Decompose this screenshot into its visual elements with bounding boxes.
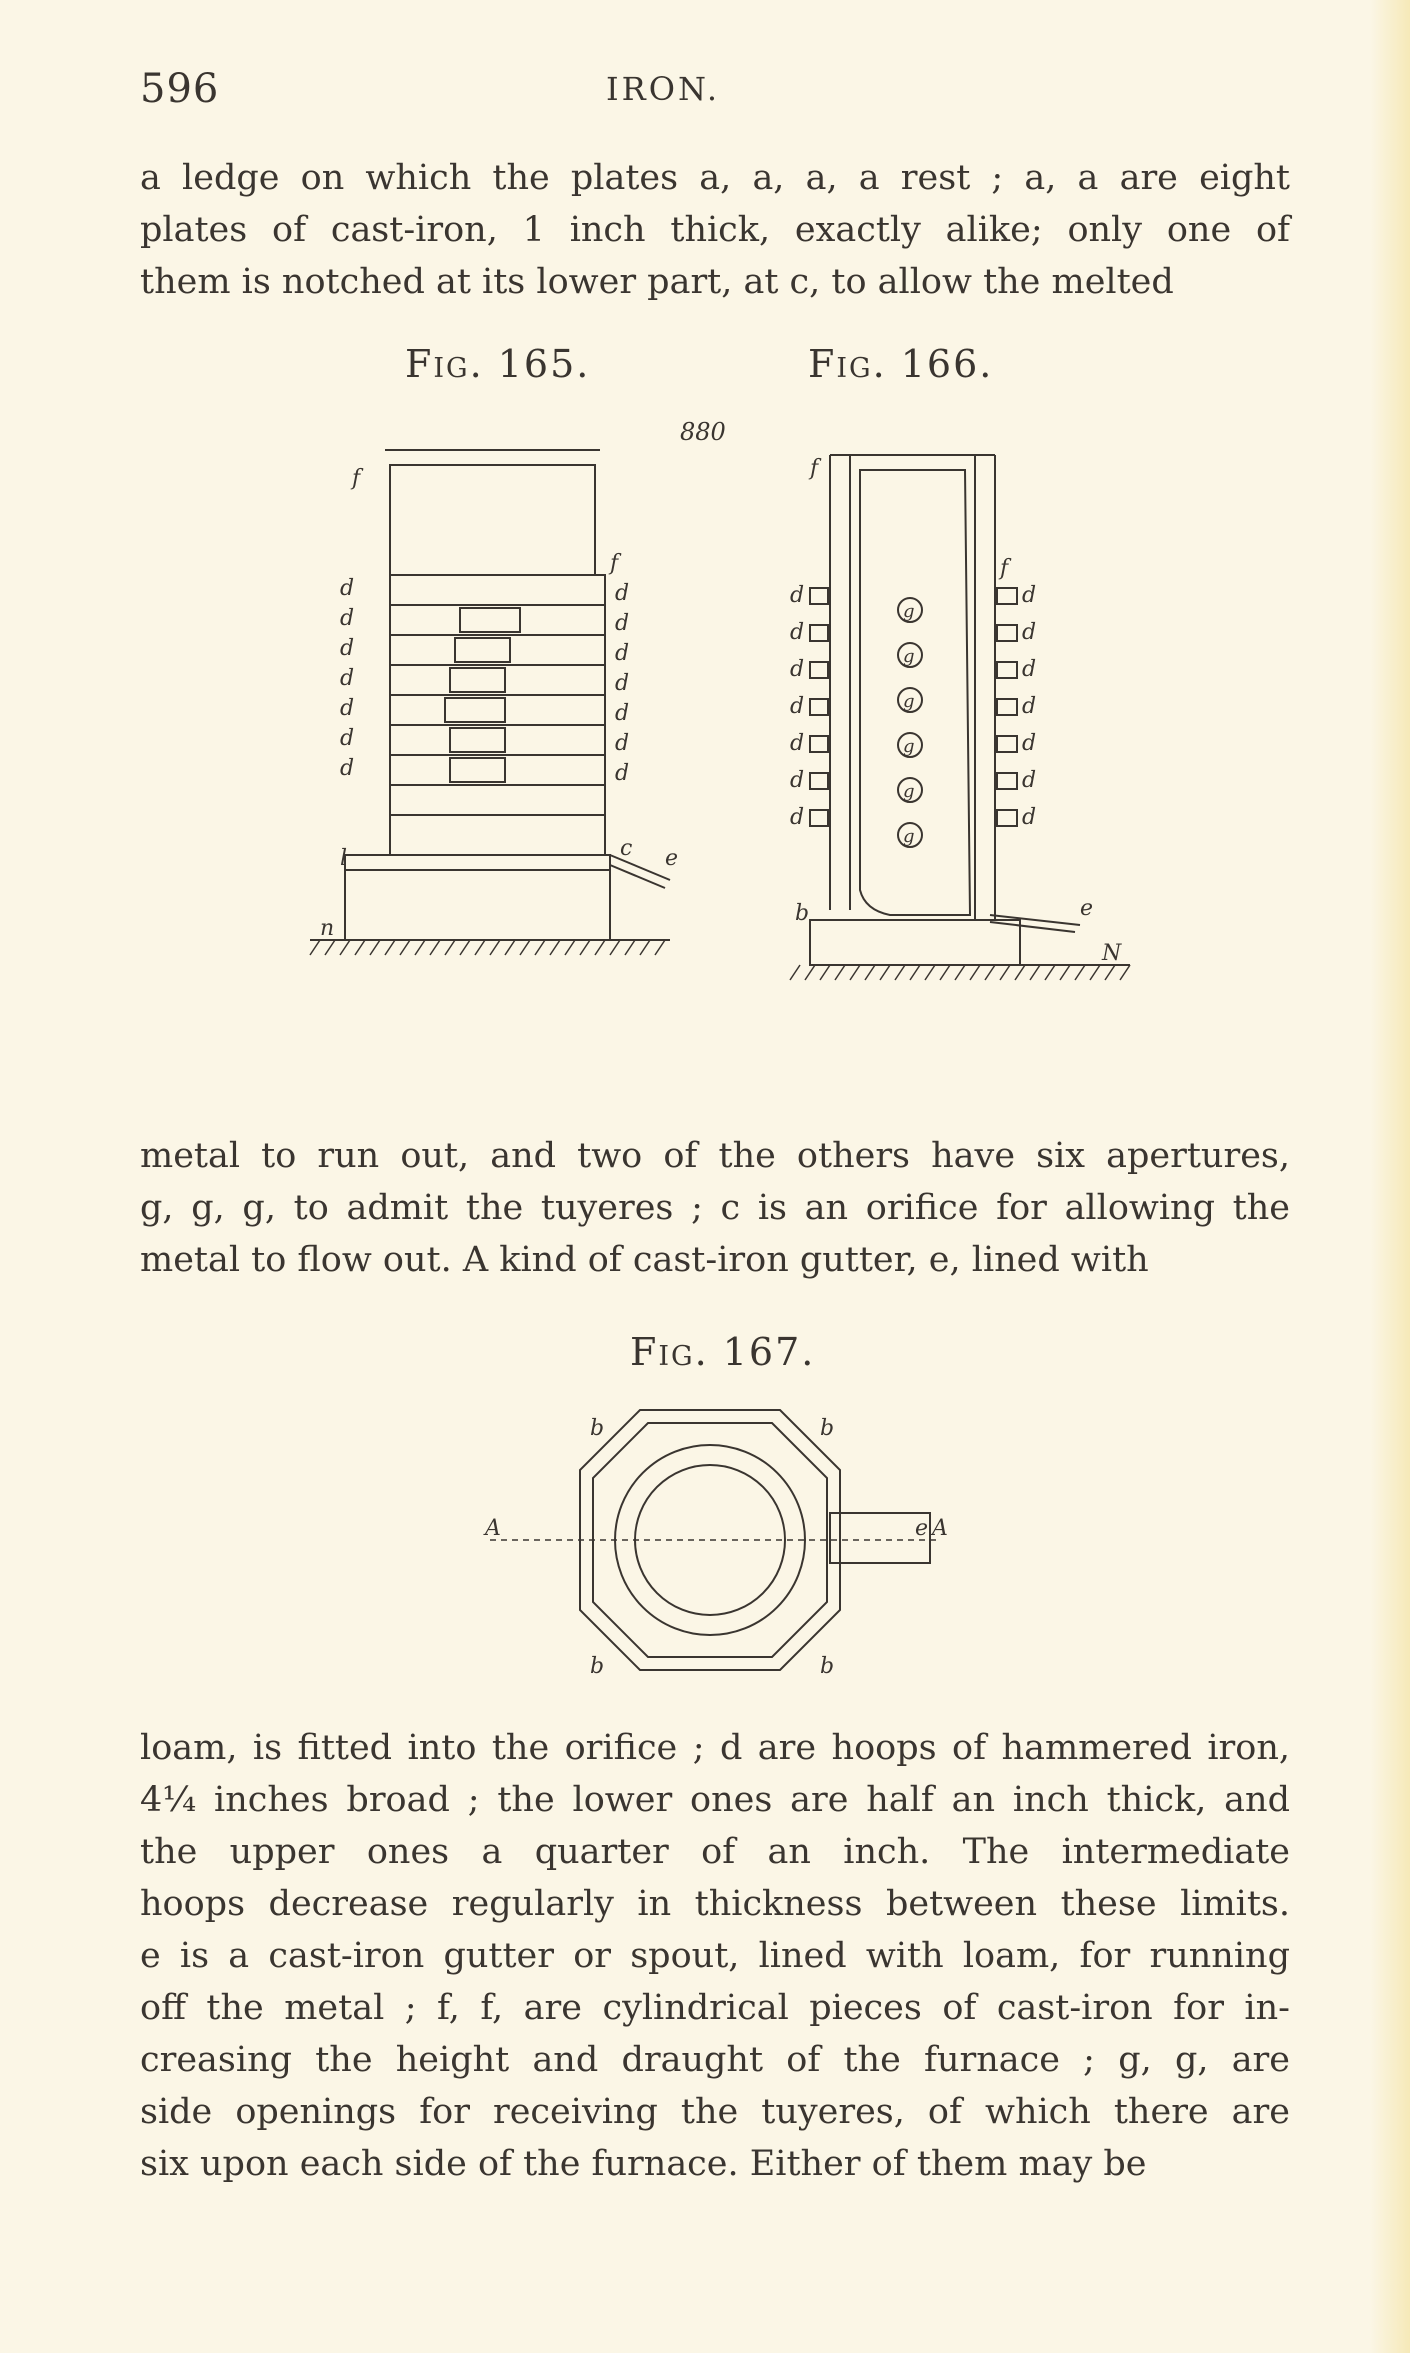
- text-line: plates of cast-iron, 1 inch thick, exactly alike; only one of: [140, 210, 1290, 250]
- text-line: metal to run out, and two of the others have six apertures,: [140, 1136, 1290, 1176]
- label-g: g: [903, 781, 915, 802]
- label-g: g: [903, 826, 915, 847]
- label-d: d: [615, 731, 630, 756]
- text-line: them is notched at its lower part, at c, to allow the melted: [140, 262, 1174, 302]
- label-d: d: [615, 611, 630, 636]
- text-line: loam, is fitted into the orifice ; d are hoops of hammered iron,: [140, 1728, 1290, 1768]
- label-d: d: [790, 768, 805, 793]
- running-title: IRON.: [606, 70, 721, 108]
- fig166-drawing: [790, 455, 1130, 980]
- text-line: a ledge on which the plates a, a, a, a rest ; a, a are eight: [140, 158, 1290, 198]
- label-d: d: [790, 583, 805, 608]
- text-line: g, g, g, to admit the tuyeres ; c is an orifice for allowing the: [140, 1188, 1290, 1228]
- label-g: g: [903, 601, 915, 622]
- label-b: b: [795, 901, 810, 926]
- label-d: d: [1022, 583, 1037, 608]
- label-d: d: [615, 641, 630, 666]
- page-edge: [1370, 0, 1410, 2353]
- label-A: A: [485, 1516, 501, 1541]
- label-g: g: [903, 646, 915, 667]
- label-f: f: [610, 551, 619, 576]
- paragraph-1: [140, 152, 1290, 308]
- label-n: n: [320, 916, 335, 941]
- label-b: b: [590, 1654, 605, 1679]
- paragraph-2: [140, 1130, 1290, 1286]
- label-d: d: [1022, 620, 1037, 645]
- label-b: b: [820, 1416, 835, 1441]
- label-d: d: [1022, 657, 1037, 682]
- label-l: l: [340, 846, 348, 871]
- label-d: d: [790, 694, 805, 719]
- label-e: e: [665, 846, 679, 871]
- plate-number: 880: [680, 418, 726, 446]
- page-number: 596: [140, 66, 220, 112]
- label-d: d: [1022, 805, 1037, 830]
- label-d: d: [1022, 768, 1037, 793]
- text-line: side openings for receiving the tuyeres, of which there are: [140, 2092, 1290, 2132]
- label-e: e: [915, 1516, 929, 1541]
- paragraph-3: [140, 1722, 1290, 2190]
- fig-165-caption: Fig. 165.: [405, 342, 591, 386]
- label-d: d: [790, 731, 805, 756]
- label-d: d: [615, 701, 630, 726]
- text-line: hoops decrease regularly in thickness between these limits.: [140, 1884, 1290, 1924]
- label-b: b: [820, 1654, 835, 1679]
- fig165-top-cylinder: [390, 465, 595, 575]
- figures-165-166: [290, 410, 1170, 1110]
- label-d: d: [340, 606, 355, 631]
- label-d: d: [340, 636, 355, 661]
- text-line: the upper ones a quarter of an inch. The intermediate: [140, 1832, 1290, 1872]
- label-b: b: [590, 1416, 605, 1441]
- label-d: d: [1022, 694, 1037, 719]
- label-d: d: [615, 761, 630, 786]
- label-d: d: [790, 620, 805, 645]
- label-d: d: [340, 726, 355, 751]
- label-c: c: [620, 836, 633, 861]
- figure-167: [470, 1395, 950, 1705]
- label-d: d: [340, 756, 355, 781]
- label-g: g: [903, 691, 915, 712]
- text-line: 4¼ inches broad ; the lower ones are half an inch thick, and: [140, 1780, 1290, 1820]
- text-line: six upon each side of the furnace. Either of them may be: [140, 2144, 1147, 2184]
- label-d: d: [340, 576, 355, 601]
- fig-167-caption: Fig. 167.: [630, 1330, 816, 1374]
- label-g: g: [903, 736, 915, 757]
- page-header: [0, 66, 1410, 126]
- label-f: f: [1000, 556, 1009, 581]
- text-line: e is a cast-iron gutter or spout, lined with loam, for running: [140, 1936, 1290, 1976]
- label-f: f: [352, 466, 361, 491]
- label-N: N: [1102, 941, 1122, 966]
- label-d: d: [790, 805, 805, 830]
- text-line: off the metal ; f, f, are cylindrical pieces of cast-iron for in-: [140, 1988, 1290, 2028]
- fig166-labels: [790, 456, 1122, 966]
- label-d: d: [340, 696, 355, 721]
- label-e: e: [1080, 896, 1094, 921]
- label-d: d: [615, 671, 630, 696]
- label-d: d: [340, 666, 355, 691]
- label-A: A: [932, 1516, 948, 1541]
- fig-166-caption: Fig. 166.: [808, 342, 994, 386]
- label-f: f: [810, 456, 819, 481]
- text-line: creasing the height and draught of the furnace ; g, g, are: [140, 2040, 1290, 2080]
- label-d: d: [615, 581, 630, 606]
- text-line: metal to flow out. A kind of cast-iron gutter, e, lined with: [140, 1240, 1149, 1280]
- label-d: d: [1022, 731, 1037, 756]
- label-d: d: [790, 657, 805, 682]
